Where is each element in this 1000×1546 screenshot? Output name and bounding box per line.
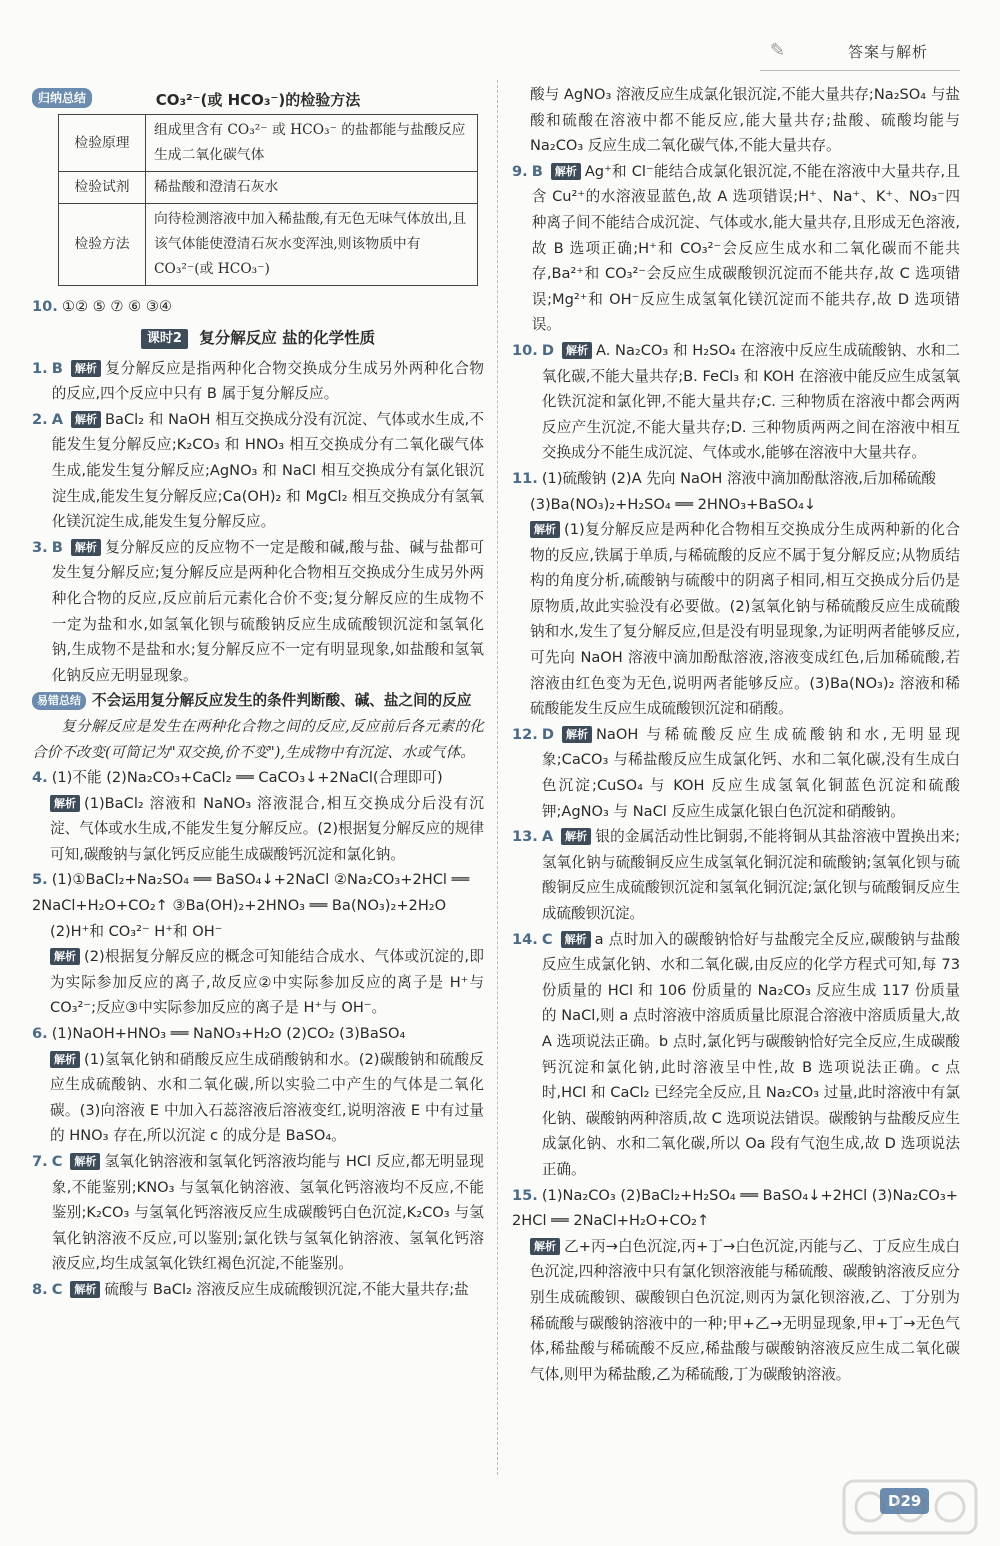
question-number: 5. xyxy=(32,871,48,889)
explanation-tag: 解析 xyxy=(530,1238,560,1255)
explanation-text: Ag⁺和 Cl⁻能结合成氯化银沉淀,不能在溶液中大量共存,且含 Cu²⁺的水溶液显蓝色,故 A 选项错误;H⁺、Na⁺、K⁺、NO₃⁻四种离子间不能结合成沉淀、气体或水,能大量共存,且形成无色溶液,故 B 选项正确;H⁺和 CO₃²⁻会反应生成水和二氧化碳而不能共存,Ba²⁺和 CO₃²⁻会反应生成碳酸钡沉淀而不能共存,故 C 选项错误;Mg²⁺和 OH⁻反应生成氢氧化镁沉淀而不能共存,故 D 选项错误。 xyxy=(531,162,960,334)
answer-9 xyxy=(512,159,960,338)
question-number: 1. xyxy=(32,359,48,377)
explanation-text: 硫酸与 BaCl₂ 溶液反应生成硫酸钡沉淀,不能大量共存;盐 xyxy=(104,1280,469,1298)
table-value: 组成里含有 CO₃²⁻ 或 HCO₃⁻ 的盐都能与盐酸反应生成二氧化碳气体 xyxy=(146,115,478,172)
watermark-logo-icon xyxy=(840,1475,980,1540)
answer-5-line2: 2NaCl+H₂O+CO₂↑ ③Ba(OH)₂+2HNO₃ ══ Ba(NO₃)₂+2H₂O xyxy=(32,897,447,915)
summary-badge: 归纳总结 xyxy=(32,88,92,108)
question-number: 15. xyxy=(512,1186,538,1204)
answer-text: (1)①BaCl₂+Na₂SO₄ ══ BaSO₄↓+2NaCl ②Na₂CO₃+2HCl ══ xyxy=(51,871,470,889)
explanation-text: BaCl₂ 和 NaOH 相互交换成分没有沉淀、气体或水生成,不能发生复分解反应;K₂CO₃ 和 HNO₃ 相互交换成分有二氧化碳气体生成,能发生复分解反应;AgNO₃ 和 NaCl 相互交换成分有氯化银沉淀生成,能发生复分解反应;Ca(OH)₂ 和 MgCl₂ 相互交换成分有氢氧化镁沉淀生成,能发生复分解反应。 xyxy=(51,410,484,531)
question-number: 2. xyxy=(32,410,48,428)
explanation-6 xyxy=(32,1047,484,1149)
header-title: 答案与解析 xyxy=(847,43,928,61)
table-label: 检验原理 xyxy=(59,115,146,172)
explanation-tag: 解析 xyxy=(71,411,101,428)
explanation-text: 银的金属活动性比铜弱,不能将铜从其盐溶液中置换出来;氢氧化钠与硫酸铜反应生成氢氧化铜沉淀和硫酸钠;氢氧化钡与硫酸铜反应生成硫酸钡沉淀和氢氧化铜沉淀;氯化钡与硫酸铜反应生成硫酸钡沉淀。 xyxy=(541,828,960,922)
question-number: 8. xyxy=(32,1280,48,1298)
answer-7 xyxy=(32,1149,484,1277)
header-decoration-icon: ✎ xyxy=(770,40,786,61)
answer-choice: C xyxy=(541,930,553,948)
explanation-text: 复分解反应是指两种化合物交换成分生成另外两种化合物的反应,四个反应中只有 B 属于复分解反应。 xyxy=(51,359,484,403)
table-row xyxy=(59,172,478,204)
answer-5 xyxy=(32,867,484,893)
page-number: D29 xyxy=(880,1488,929,1514)
question-number: 6. xyxy=(32,1025,48,1043)
answer-6 xyxy=(32,1021,484,1047)
explanation-text: A. Na₂CO₃ 和 H₂SO₄ 在溶液中反应生成硫酸钠、水和二氧化碳,不能大量共存;B. FeCl₃ 和 KOH 在溶液中能反应生成氢氧化铁沉淀和氯化钾,不能大量共存;C. 三种物质在溶液中都会两两反应产生沉淀,不能大量共存;D. 三种物质两两之间在溶液中相互交换成分不能生成沉淀、气体或水,能够在溶液中大量共存。 xyxy=(541,341,960,462)
explanation-tag: 解析 xyxy=(561,828,591,845)
explanation-tag: 解析 xyxy=(71,360,101,377)
explanation-tag: 解析 xyxy=(50,1051,80,1068)
answer-8 xyxy=(32,1277,484,1303)
answer-8-continued: 酸与 AgNO₃ 溶液反应生成氯化银沉淀,不能大量共存;Na₂SO₄ 与盐酸和硫酸在溶液中都不能反应,能大量共存;盐酸、硫酸均能与 Na₂CO₃ 反应生成二氧化碳气体,不能大量共存。 xyxy=(530,86,960,155)
answer-14 xyxy=(512,927,960,1183)
question-number: 10. xyxy=(512,341,538,359)
question-number: 14. xyxy=(512,930,538,948)
header-rule xyxy=(760,70,960,71)
question-number: 10. xyxy=(32,298,58,315)
table-row xyxy=(59,204,478,286)
answer-13 xyxy=(512,824,960,926)
lesson-badge: 课时2 xyxy=(141,329,188,349)
question-number: 13. xyxy=(512,828,538,846)
explanation-tag: 解析 xyxy=(562,342,592,359)
table-value: 向待检测溶液中加入稀盐酸,有无色无味气体放出,且该气体能使澄清石灰水变浑浊,则该物质中有 CO₃²⁻(或 HCO₃⁻) xyxy=(146,204,478,286)
lesson-heading xyxy=(32,324,484,352)
explanation-text: NaOH 与稀硫酸反应生成硫酸钠和水,无明显现象;CaCO₃ 与稀盐酸反应生成氯化钙、水和二氧化碳,没有生成白色沉淀;CuSO₄ 与 KOH 反应生成氢氧化铜蓝色沉淀和硫酸钾;AgNO₃ 与 NaCl 反应生成氯化银白色沉淀和硝酸钠。 xyxy=(541,725,960,820)
column-divider xyxy=(497,80,498,1475)
answer-15 xyxy=(512,1183,960,1209)
explanation-15 xyxy=(512,1234,960,1388)
answer-15-line2: 2HCl ══ 2NaCl+H₂O+CO₂↑ xyxy=(512,1212,710,1230)
summary-title-text: CO₃²⁻(或 HCO₃⁻)的检验方法 xyxy=(155,91,361,109)
explanation-tag: 解析 xyxy=(562,726,592,743)
error-summary xyxy=(32,688,484,765)
answer-choice: D xyxy=(541,725,554,743)
explanation-5 xyxy=(32,944,484,1021)
explanation-tag: 解析 xyxy=(70,1281,100,1298)
explanation-text: (1)复分解反应是两种化合物相互交换成分生成两种新的化合物的反应,铁属于单质,与稀硫酸的反应不属于复分解反应;从物质结构的角度分析,硫酸钠与硫酸中的阴离子相同,相互交换成分后仍是原物质,故此实验没有必要做。(2)氢氧化钠与稀硫酸反应生成硫酸钠和水,发生了复分解反应,但是没有明显现象,为证明两者能够反应,可先向 NaOH 溶液中滴加酚酞溶液,溶液变成红色,后加稀硫酸,若溶液由红色变为无色,说明两者能够反应。(3)Ba(NO₃)₂ 溶液和稀硫酸能发生反应生成硫酸钡沉淀和硝酸。 xyxy=(530,521,960,718)
question-number: 4. xyxy=(32,769,48,787)
error-summary-head: 不会运用复分解反应发生的条件判断酸、碱、盐之间的反应 xyxy=(92,692,472,710)
explanation-tag: 解析 xyxy=(561,931,591,948)
answer-3 xyxy=(32,535,484,689)
answer-5-line3: (2)H⁺和 CO₃²⁻ H⁺和 OH⁻ xyxy=(50,922,223,940)
answer-10 xyxy=(32,294,484,320)
explanation-text: 氢氧化钠溶液和氢氧化钙溶液均能与 HCl 反应,都无明显现象,不能鉴别;KNO₃ 与氢氧化钠溶液、氢氧化钙溶液均不反应,不能鉴别;K₂CO₃ 与氢氧化钙溶液反应生成碳酸钙白色沉淀,K₂CO₃ 与氢氧化钠溶液不反应,可以鉴别;氯化铁与氢氧化钠溶液、氢氧化钙溶液反应,均生成氢氧化铁红褐色沉淀,不能鉴别。 xyxy=(51,1153,484,1273)
answer-choice: C xyxy=(51,1280,63,1298)
answer-choice: B xyxy=(51,359,63,377)
summary-box xyxy=(32,86,484,286)
summary-box-title xyxy=(32,86,484,114)
explanation-tag: 解析 xyxy=(71,539,101,556)
error-summary-body: 复分解反应是发生在两种化合物之间的反应,反应前后各元素的化合价不改变(可简记为"双交换,价不变"),生成物中有沉淀、水或气体。 xyxy=(32,717,484,761)
check-method-table xyxy=(58,114,478,286)
answer-choice: A xyxy=(51,410,63,428)
answer-choice: D xyxy=(541,341,554,359)
table-label: 检验方法 xyxy=(59,204,146,286)
lesson-title: 复分解反应 盐的化学性质 xyxy=(199,328,376,347)
left-column xyxy=(32,82,484,1303)
answer-11 xyxy=(512,466,960,492)
explanation-11 xyxy=(512,517,960,722)
answer-text: (1)不能 (2)Na₂CO₃+CaCl₂ ══ CaCO₃↓+2NaCl(合理即可) xyxy=(51,769,443,787)
explanation-text: 复分解反应的反应物不一定是酸和碱,酸与盐、碱与盐都可发生复分解反应;复分解反应是两种化合物相互交换成分生成另外两种化合物的反应,反应前后元素化合价不变;复分解反应的生成物不一定为盐和水,如氢氧化钡与硫酸钠反应生成硫酸钡沉淀和氢氧化钠,生成物不是盐和水;复分解反应不一定有明显现象,如盐酸和氢氧化钠反应无明显现象。 xyxy=(51,538,484,684)
explanation-tag: 解析 xyxy=(530,521,560,538)
table-label: 检验试剂 xyxy=(59,172,146,204)
explanation-text: (2)根据复分解反应的概念可知能结合成水、气体或沉淀的,即为实际参加反应的离子,故反应②中实际参加反应的离子是 H⁺与 CO₃²⁻;反应③中实际参加反应的离子是 H⁺与 OH⁻。 xyxy=(50,948,484,1017)
answer-11-line2: (3)Ba(NO₃)₂+H₂SO₄ ══ 2HNO₃+BaSO₄↓ xyxy=(530,495,817,513)
explanation-text: (1)氢氧化钠和硝酸反应生成硝酸钠和水。(2)碳酸钠和硫酸反应生成硫酸钠、水和二氧化碳,所以实验二中产生的气体是二氧化碳。(3)向溶液 E 中加入石蕊溶液后溶液变红,说明溶液 E 中有过量的 HNO₃ 存在,所以沉淀 c 的成分是 BaSO₄。 xyxy=(50,1050,484,1145)
answer-choice: B xyxy=(531,162,543,180)
answer-choice: C xyxy=(51,1153,63,1170)
right-column xyxy=(512,82,960,1387)
answer-4 xyxy=(32,765,484,791)
answer-2 xyxy=(32,407,484,535)
error-summary-badge: 易错总结 xyxy=(32,692,86,710)
explanation-text: (1)BaCl₂ 溶液和 NaNO₃ 溶液混合,相互交换成分后没有沉淀、气体或水生成,不能发生复分解反应。(2)根据复分解反应的规律可知,碳酸钠与氯化钙反应能生成碳酸钙沉淀和氯化钠。 xyxy=(50,794,484,863)
explanation-tag: 解析 xyxy=(50,795,80,812)
explanation-text: 乙+丙→白色沉淀,丙+丁→白色沉淀,丙能与乙、丁反应生成白色沉淀,四种溶液中只有氯化钡溶液能与稀硫酸、碳酸钠溶液反应分别生成硫酸钡、碳酸钡白色沉淀,则丙为氯化钡溶液,乙、丁分别为稀硫酸与碳酸钠溶液中的一种;甲+乙→无明显现象,甲+丁→无色气体,稀盐酸与稀硫酸不反应,稀盐酸与碳酸钠溶液反应生成二氧化碳气体,则甲为稀盐酸,乙为稀硫酸,丁为碳酸钠溶液。 xyxy=(530,1237,960,1383)
explanation-4 xyxy=(32,791,484,868)
explanation-tag: 解析 xyxy=(50,948,80,965)
answer-choice: B xyxy=(51,538,63,556)
answer-text: ①② ⑤ ⑦ ⑥ ③④ xyxy=(61,298,172,315)
answer-text: (1)NaOH+HNO₃ ══ NaNO₃+H₂O (2)CO₂ (3)BaSO₄ xyxy=(51,1025,406,1043)
explanation-text: a 点时加入的碳酸钠恰好与盐酸完全反应,碳酸钠与盐酸反应生成氯化钠、水和二氧化碳,由反应的化学方程式可知,每 73 份质量的 HCl 和 106 份质量的 Na₂CO₃ 反应生成 117 份质量的 NaCl,则 a 点时溶液中溶质质量比原混合溶液中溶质质量大,故 A 选项说法正确。b 点时,氯化钙与碳酸钠恰好完全反应,生成碳酸钙沉淀和氯化钠,此时溶液呈中性,故 B 选项说法正确。c 点时,HCl 和 CaCl₂ 已经完全反应,且 Na₂CO₃ 过量,此时溶液中有氯化钠、碳酸钠两种溶质,故 C 选项说法错误。碳酸钠与盐酸反应生成氯化钠、水和二氧化碳,所以 Oa 段有气泡生成,故 D 选项说法正确。 xyxy=(541,930,960,1178)
question-number: 7. xyxy=(32,1153,48,1170)
answer-1 xyxy=(32,356,484,407)
answer-choice: A xyxy=(541,828,554,846)
answer-12 xyxy=(512,722,960,824)
question-number: 9. xyxy=(512,162,528,180)
question-number: 12. xyxy=(512,725,538,743)
table-value: 稀盐酸和澄清石灰水 xyxy=(146,172,478,204)
table-row xyxy=(59,115,478,172)
question-number: 11. xyxy=(512,469,538,487)
explanation-tag: 解析 xyxy=(70,1153,100,1170)
answer-text: (1)硫酸钠 (2)A 先向 NaOH 溶液中滴加酚酞溶液,后加稀硫酸 xyxy=(541,469,936,487)
answer-text: (1)Na₂CO₃ (2)BaCl₂+H₂SO₄ ══ BaSO₄↓+2HCl (3)Na₂CO₃+ xyxy=(541,1186,958,1204)
question-number: 3. xyxy=(32,538,48,556)
answer-10-choice xyxy=(512,338,960,466)
explanation-tag: 解析 xyxy=(551,163,581,180)
